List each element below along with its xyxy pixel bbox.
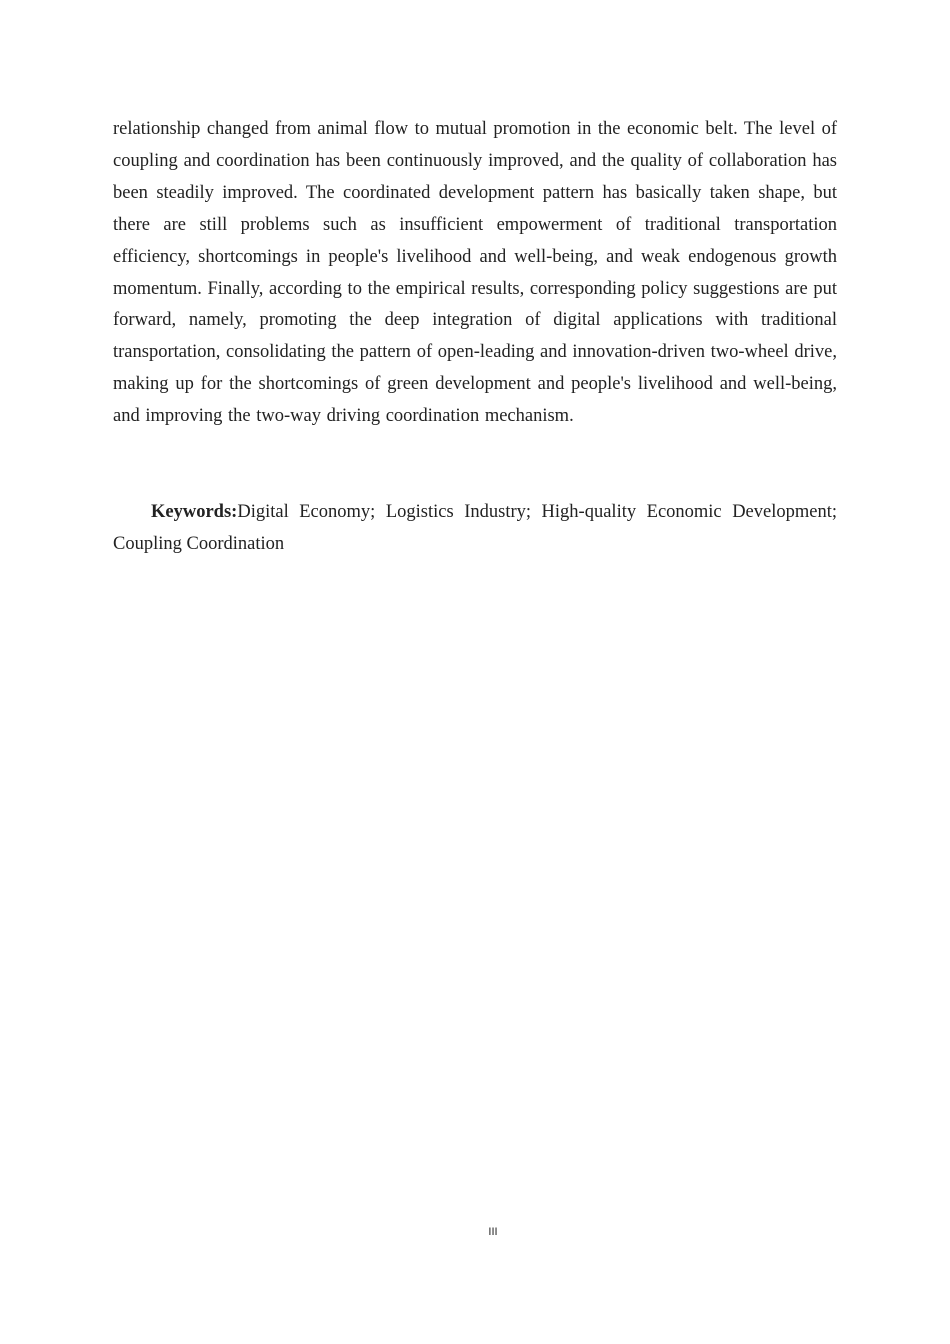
abstract-paragraph: relationship changed from animal flow to mutual promotion in the economic belt. The level of coupling and coordination has been continuously improved, and the quality of collaboration has been steadily improved. The coordinated development pattern has basically taken shape, but there are still problems such as insufficient empowerment of traditional transportation efficiency, shortcomings in people's livelihood and well-being, and weak endogenous growth momentum. Finally, according to the empirical results, corresponding policy suggestions are put forward, namely, promoting the deep integration of digital applications with traditional transportation, consolidating the pattern of open-leading and innovation-driven two-wheel drive, making up for the shortcomings of green development and people's livelihood and well-being, and improving the two-way driving coordination mechanism. <box>113 119 837 427</box>
keywords-text: Digital Economy; Logistics Industry; High-quality Economic Development; Coupling Coordination <box>113 502 837 554</box>
page-number: III <box>488 1226 498 1238</box>
keywords-label: Keywords: <box>151 502 238 522</box>
keywords-line <box>113 497 837 561</box>
